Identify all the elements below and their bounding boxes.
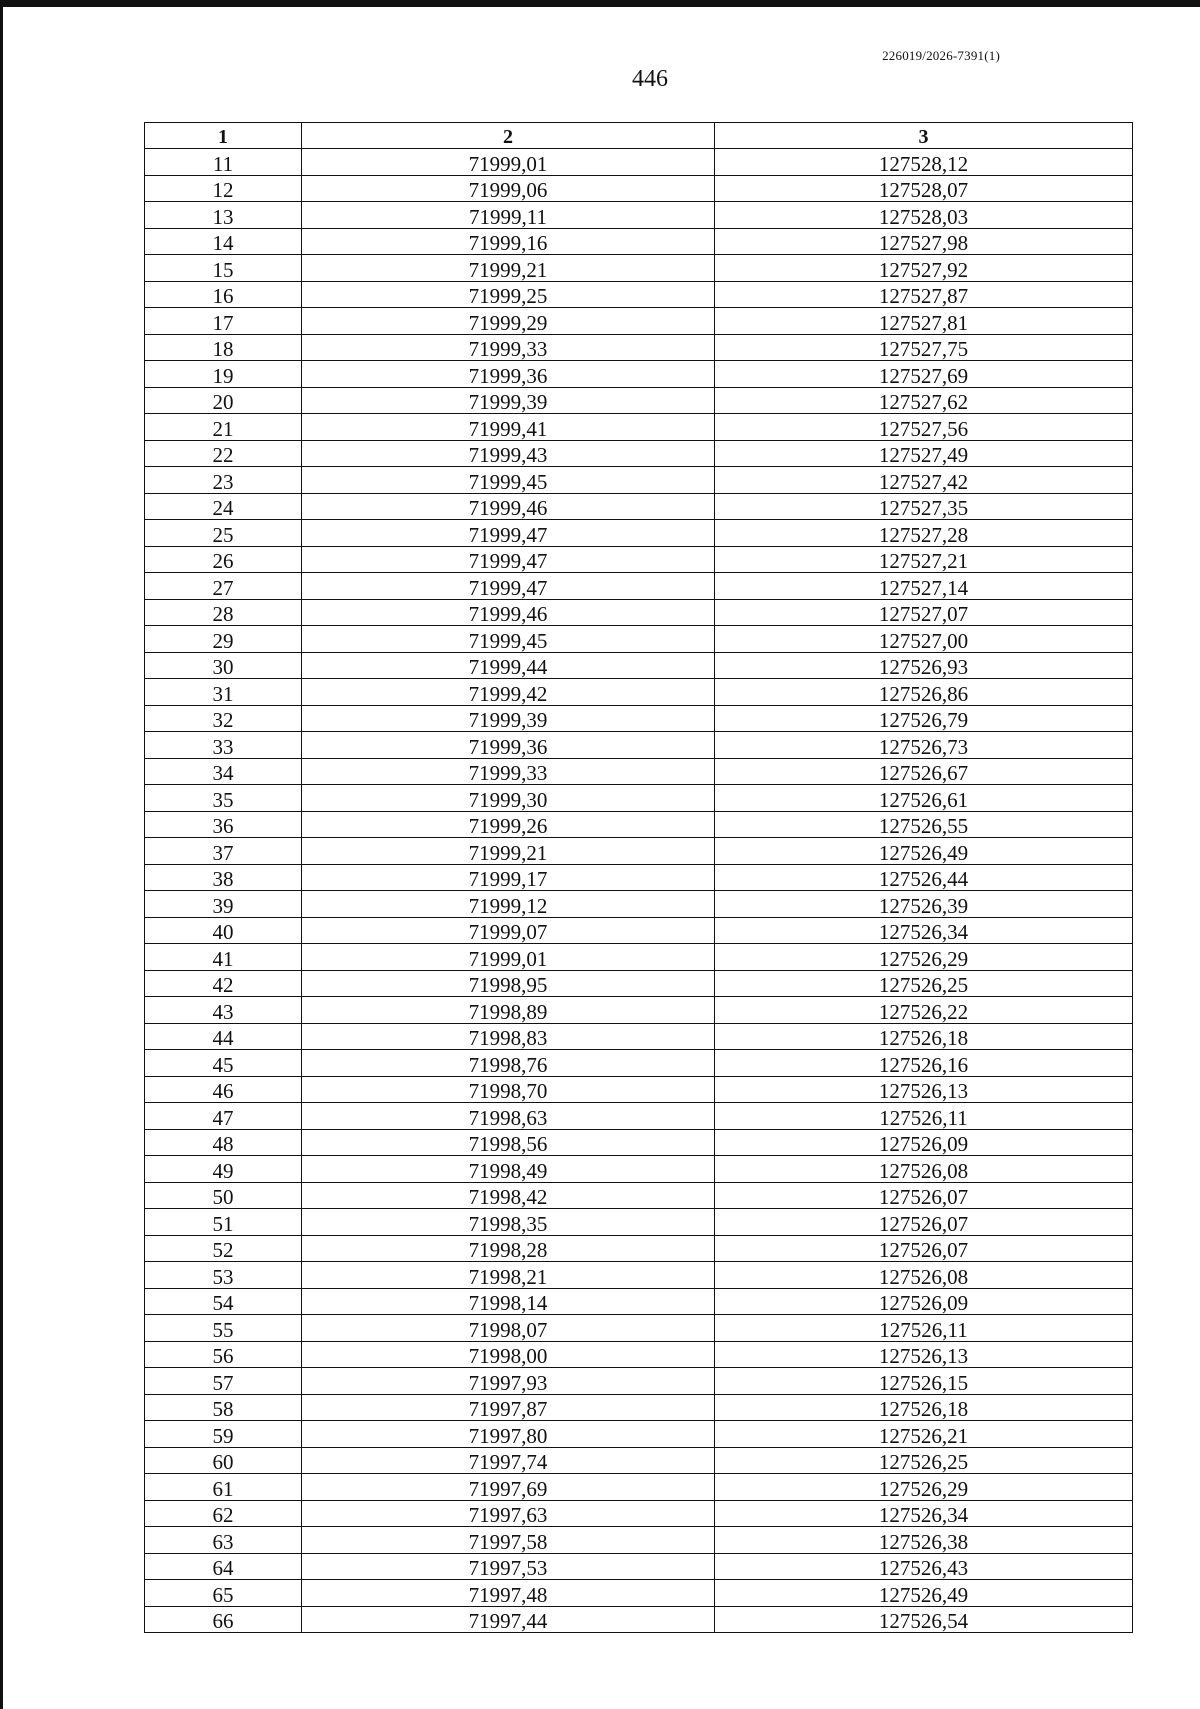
cell-point-number: 25 xyxy=(145,520,302,547)
cell-point-number: 15 xyxy=(145,255,302,282)
table-row xyxy=(145,732,1133,759)
table-row xyxy=(145,679,1133,706)
table-row xyxy=(145,1580,1133,1607)
header-cell-point: 1 xyxy=(145,123,302,149)
cell-coordinate-y: 127526,25 xyxy=(715,970,1133,997)
cell-coordinate-x: 71999,06 xyxy=(302,175,715,202)
table-row xyxy=(145,970,1133,997)
cell-coordinate-y: 127526,29 xyxy=(715,944,1133,971)
cell-point-number: 44 xyxy=(145,1023,302,1050)
cell-coordinate-y: 127526,18 xyxy=(715,1394,1133,1421)
cell-coordinate-x: 71997,48 xyxy=(302,1580,715,1607)
cell-point-number: 31 xyxy=(145,679,302,706)
cell-coordinate-y: 127526,49 xyxy=(715,838,1133,865)
cell-coordinate-x: 71999,12 xyxy=(302,891,715,918)
table-row xyxy=(145,281,1133,308)
cell-coordinate-x: 71997,80 xyxy=(302,1421,715,1448)
cell-point-number: 42 xyxy=(145,970,302,997)
cell-coordinate-x: 71999,42 xyxy=(302,679,715,706)
table-row xyxy=(145,308,1133,335)
cell-coordinate-x: 71998,76 xyxy=(302,1050,715,1077)
table-body xyxy=(145,149,1133,1633)
cell-coordinate-y: 127526,44 xyxy=(715,864,1133,891)
cell-coordinate-y: 127526,25 xyxy=(715,1447,1133,1474)
table-row xyxy=(145,891,1133,918)
cell-coordinate-y: 127527,69 xyxy=(715,361,1133,388)
cell-coordinate-x: 71999,25 xyxy=(302,281,715,308)
cell-coordinate-x: 71999,30 xyxy=(302,785,715,812)
table-row xyxy=(145,493,1133,520)
cell-coordinate-x: 71999,47 xyxy=(302,520,715,547)
cell-coordinate-y: 127526,22 xyxy=(715,997,1133,1024)
cell-coordinate-y: 127527,00 xyxy=(715,626,1133,653)
cell-coordinate-x: 71997,93 xyxy=(302,1368,715,1395)
table-row xyxy=(145,1262,1133,1289)
cell-coordinate-y: 127526,09 xyxy=(715,1129,1133,1156)
table-row xyxy=(145,573,1133,600)
cell-point-number: 48 xyxy=(145,1129,302,1156)
table-row xyxy=(145,864,1133,891)
cell-coordinate-y: 127526,54 xyxy=(715,1606,1133,1633)
cell-coordinate-y: 127527,49 xyxy=(715,440,1133,467)
cell-coordinate-y: 127526,09 xyxy=(715,1288,1133,1315)
cell-coordinate-x: 71998,35 xyxy=(302,1209,715,1236)
cell-coordinate-x: 71999,21 xyxy=(302,255,715,282)
page-number: 446 xyxy=(632,66,668,92)
cell-coordinate-x: 71998,00 xyxy=(302,1341,715,1368)
cell-point-number: 60 xyxy=(145,1447,302,1474)
cell-coordinate-x: 71999,39 xyxy=(302,387,715,414)
document-reference: 226019/2026-7391(1) xyxy=(882,48,1000,63)
cell-coordinate-y: 127526,34 xyxy=(715,917,1133,944)
table-row xyxy=(145,944,1133,971)
table-row xyxy=(145,917,1133,944)
table-row xyxy=(145,785,1133,812)
coordinates-table xyxy=(144,122,1133,1633)
table-row xyxy=(145,1288,1133,1315)
cell-coordinate-x: 71998,70 xyxy=(302,1076,715,1103)
cell-point-number: 27 xyxy=(145,573,302,600)
cell-coordinate-y: 127526,38 xyxy=(715,1527,1133,1554)
table-row xyxy=(145,1076,1133,1103)
cell-coordinate-y: 127527,62 xyxy=(715,387,1133,414)
cell-point-number: 28 xyxy=(145,599,302,626)
cell-coordinate-y: 127526,93 xyxy=(715,652,1133,679)
table-row xyxy=(145,1527,1133,1554)
cell-point-number: 19 xyxy=(145,361,302,388)
cell-coordinate-x: 71999,29 xyxy=(302,308,715,335)
cell-point-number: 59 xyxy=(145,1421,302,1448)
cell-point-number: 50 xyxy=(145,1182,302,1209)
table-row xyxy=(145,467,1133,494)
cell-coordinate-x: 71999,07 xyxy=(302,917,715,944)
cell-point-number: 57 xyxy=(145,1368,302,1395)
cell-coordinate-y: 127527,98 xyxy=(715,228,1133,255)
cell-coordinate-x: 71998,63 xyxy=(302,1103,715,1130)
cell-point-number: 12 xyxy=(145,175,302,202)
cell-coordinate-y: 127527,92 xyxy=(715,255,1133,282)
table-row xyxy=(145,1447,1133,1474)
cell-coordinate-y: 127526,67 xyxy=(715,758,1133,785)
cell-coordinate-x: 71999,46 xyxy=(302,599,715,626)
cell-point-number: 66 xyxy=(145,1606,302,1633)
table-row xyxy=(145,758,1133,785)
cell-coordinate-x: 71999,21 xyxy=(302,838,715,865)
cell-coordinate-x: 71997,69 xyxy=(302,1474,715,1501)
cell-coordinate-y: 127526,49 xyxy=(715,1580,1133,1607)
header-cell-y: 3 xyxy=(715,123,1133,149)
cell-coordinate-x: 71998,28 xyxy=(302,1235,715,1262)
cell-point-number: 54 xyxy=(145,1288,302,1315)
cell-coordinate-x: 71999,47 xyxy=(302,546,715,573)
table-header xyxy=(145,123,1133,149)
scan-edge-top xyxy=(0,0,1200,7)
table-row xyxy=(145,1023,1133,1050)
cell-point-number: 29 xyxy=(145,626,302,653)
cell-coordinate-x: 71999,41 xyxy=(302,414,715,441)
cell-point-number: 63 xyxy=(145,1527,302,1554)
cell-point-number: 23 xyxy=(145,467,302,494)
table-row xyxy=(145,546,1133,573)
cell-coordinate-y: 127526,73 xyxy=(715,732,1133,759)
cell-coordinate-y: 127526,18 xyxy=(715,1023,1133,1050)
cell-point-number: 65 xyxy=(145,1580,302,1607)
cell-point-number: 11 xyxy=(145,149,302,176)
table-row xyxy=(145,1315,1133,1342)
table-row xyxy=(145,175,1133,202)
cell-coordinate-y: 127527,28 xyxy=(715,520,1133,547)
cell-coordinate-x: 71999,39 xyxy=(302,705,715,732)
cell-coordinate-x: 71998,21 xyxy=(302,1262,715,1289)
cell-coordinate-x: 71999,43 xyxy=(302,440,715,467)
cell-point-number: 61 xyxy=(145,1474,302,1501)
cell-point-number: 40 xyxy=(145,917,302,944)
table-row xyxy=(145,1235,1133,1262)
table-row xyxy=(145,811,1133,838)
table-row xyxy=(145,1103,1133,1130)
table-row xyxy=(145,1050,1133,1077)
cell-coordinate-x: 71999,33 xyxy=(302,334,715,361)
cell-coordinate-x: 71997,58 xyxy=(302,1527,715,1554)
cell-point-number: 16 xyxy=(145,281,302,308)
cell-point-number: 51 xyxy=(145,1209,302,1236)
cell-point-number: 55 xyxy=(145,1315,302,1342)
cell-point-number: 36 xyxy=(145,811,302,838)
table-row xyxy=(145,1474,1133,1501)
cell-point-number: 24 xyxy=(145,493,302,520)
table-row xyxy=(145,626,1133,653)
cell-point-number: 17 xyxy=(145,308,302,335)
cell-coordinate-x: 71997,53 xyxy=(302,1553,715,1580)
table-row xyxy=(145,1500,1133,1527)
cell-coordinate-x: 71998,95 xyxy=(302,970,715,997)
table-row xyxy=(145,705,1133,732)
table-row xyxy=(145,228,1133,255)
table-row xyxy=(145,1553,1133,1580)
cell-coordinate-x: 71997,63 xyxy=(302,1500,715,1527)
cell-coordinate-y: 127528,07 xyxy=(715,175,1133,202)
cell-point-number: 34 xyxy=(145,758,302,785)
cell-coordinate-y: 127526,13 xyxy=(715,1076,1133,1103)
cell-coordinate-y: 127526,21 xyxy=(715,1421,1133,1448)
cell-coordinate-x: 71998,56 xyxy=(302,1129,715,1156)
cell-coordinate-y: 127527,87 xyxy=(715,281,1133,308)
cell-coordinate-x: 71999,11 xyxy=(302,202,715,229)
cell-point-number: 26 xyxy=(145,546,302,573)
table-row xyxy=(145,1341,1133,1368)
cell-coordinate-x: 71998,49 xyxy=(302,1156,715,1183)
table-row xyxy=(145,149,1133,176)
cell-coordinate-y: 127526,79 xyxy=(715,705,1133,732)
cell-point-number: 14 xyxy=(145,228,302,255)
table-row xyxy=(145,1368,1133,1395)
cell-coordinate-x: 71998,83 xyxy=(302,1023,715,1050)
table-row xyxy=(145,652,1133,679)
cell-point-number: 49 xyxy=(145,1156,302,1183)
table-row xyxy=(145,202,1133,229)
cell-point-number: 22 xyxy=(145,440,302,467)
cell-point-number: 53 xyxy=(145,1262,302,1289)
cell-coordinate-x: 71998,89 xyxy=(302,997,715,1024)
table-row xyxy=(145,997,1133,1024)
cell-point-number: 13 xyxy=(145,202,302,229)
cell-coordinate-x: 71999,01 xyxy=(302,149,715,176)
cell-coordinate-x: 71997,44 xyxy=(302,1606,715,1633)
table-row xyxy=(145,838,1133,865)
cell-coordinate-x: 71998,14 xyxy=(302,1288,715,1315)
cell-coordinate-y: 127526,55 xyxy=(715,811,1133,838)
cell-point-number: 38 xyxy=(145,864,302,891)
cell-coordinate-y: 127528,12 xyxy=(715,149,1133,176)
cell-coordinate-y: 127526,34 xyxy=(715,1500,1133,1527)
cell-coordinate-x: 71999,36 xyxy=(302,732,715,759)
cell-coordinate-y: 127526,08 xyxy=(715,1262,1133,1289)
cell-point-number: 45 xyxy=(145,1050,302,1077)
cell-coordinate-x: 71999,45 xyxy=(302,626,715,653)
cell-point-number: 62 xyxy=(145,1500,302,1527)
table-row xyxy=(145,1394,1133,1421)
cell-coordinate-x: 71999,46 xyxy=(302,493,715,520)
cell-coordinate-x: 71999,16 xyxy=(302,228,715,255)
cell-coordinate-x: 71999,01 xyxy=(302,944,715,971)
table-row xyxy=(145,1156,1133,1183)
cell-coordinate-y: 127526,43 xyxy=(715,1553,1133,1580)
table-header-row xyxy=(145,123,1133,149)
cell-point-number: 56 xyxy=(145,1341,302,1368)
cell-point-number: 35 xyxy=(145,785,302,812)
cell-coordinate-x: 71999,33 xyxy=(302,758,715,785)
cell-coordinate-x: 71999,44 xyxy=(302,652,715,679)
cell-coordinate-x: 71999,45 xyxy=(302,467,715,494)
cell-point-number: 47 xyxy=(145,1103,302,1130)
table-row xyxy=(145,1606,1133,1633)
cell-coordinate-x: 71999,47 xyxy=(302,573,715,600)
cell-coordinate-y: 127526,86 xyxy=(715,679,1133,706)
cell-coordinate-y: 127526,29 xyxy=(715,1474,1133,1501)
cell-coordinate-y: 127526,61 xyxy=(715,785,1133,812)
cell-coordinate-x: 71999,26 xyxy=(302,811,715,838)
cell-coordinate-y: 127526,07 xyxy=(715,1235,1133,1262)
cell-coordinate-x: 71998,42 xyxy=(302,1182,715,1209)
cell-coordinate-y: 127526,11 xyxy=(715,1315,1133,1342)
cell-point-number: 58 xyxy=(145,1394,302,1421)
cell-coordinate-y: 127526,13 xyxy=(715,1341,1133,1368)
cell-point-number: 33 xyxy=(145,732,302,759)
cell-coordinate-y: 127528,03 xyxy=(715,202,1133,229)
cell-coordinate-y: 127526,07 xyxy=(715,1209,1133,1236)
cell-coordinate-y: 127526,11 xyxy=(715,1103,1133,1130)
cell-point-number: 21 xyxy=(145,414,302,441)
table-row xyxy=(145,1421,1133,1448)
cell-coordinate-x: 71997,74 xyxy=(302,1447,715,1474)
cell-point-number: 20 xyxy=(145,387,302,414)
table-row xyxy=(145,414,1133,441)
cell-point-number: 64 xyxy=(145,1553,302,1580)
cell-point-number: 18 xyxy=(145,334,302,361)
cell-coordinate-y: 127526,15 xyxy=(715,1368,1133,1395)
cell-point-number: 32 xyxy=(145,705,302,732)
table-row xyxy=(145,599,1133,626)
cell-coordinate-y: 127527,35 xyxy=(715,493,1133,520)
cell-coordinate-y: 127527,07 xyxy=(715,599,1133,626)
cell-coordinate-y: 127526,08 xyxy=(715,1156,1133,1183)
cell-coordinate-y: 127527,56 xyxy=(715,414,1133,441)
table-row xyxy=(145,520,1133,547)
cell-point-number: 41 xyxy=(145,944,302,971)
cell-point-number: 37 xyxy=(145,838,302,865)
cell-coordinate-x: 71997,87 xyxy=(302,1394,715,1421)
table-row xyxy=(145,440,1133,467)
cell-coordinate-y: 127527,14 xyxy=(715,573,1133,600)
cell-point-number: 43 xyxy=(145,997,302,1024)
cell-coordinate-x: 71999,17 xyxy=(302,864,715,891)
cell-point-number: 30 xyxy=(145,652,302,679)
cell-coordinate-y: 127526,39 xyxy=(715,891,1133,918)
cell-coordinate-x: 71999,36 xyxy=(302,361,715,388)
cell-coordinate-y: 127526,16 xyxy=(715,1050,1133,1077)
cell-point-number: 39 xyxy=(145,891,302,918)
table-row xyxy=(145,361,1133,388)
table-row xyxy=(145,1129,1133,1156)
table-row xyxy=(145,387,1133,414)
cell-coordinate-y: 127526,07 xyxy=(715,1182,1133,1209)
cell-point-number: 46 xyxy=(145,1076,302,1103)
table-row xyxy=(145,334,1133,361)
scan-edge-left xyxy=(0,0,3,1709)
cell-coordinate-y: 127527,21 xyxy=(715,546,1133,573)
cell-coordinate-x: 71998,07 xyxy=(302,1315,715,1342)
table-row xyxy=(145,1209,1133,1236)
header-cell-x: 2 xyxy=(302,123,715,149)
cell-point-number: 52 xyxy=(145,1235,302,1262)
table-row xyxy=(145,1182,1133,1209)
cell-coordinate-y: 127527,75 xyxy=(715,334,1133,361)
cell-coordinate-y: 127527,42 xyxy=(715,467,1133,494)
table-row xyxy=(145,255,1133,282)
cell-coordinate-y: 127527,81 xyxy=(715,308,1133,335)
